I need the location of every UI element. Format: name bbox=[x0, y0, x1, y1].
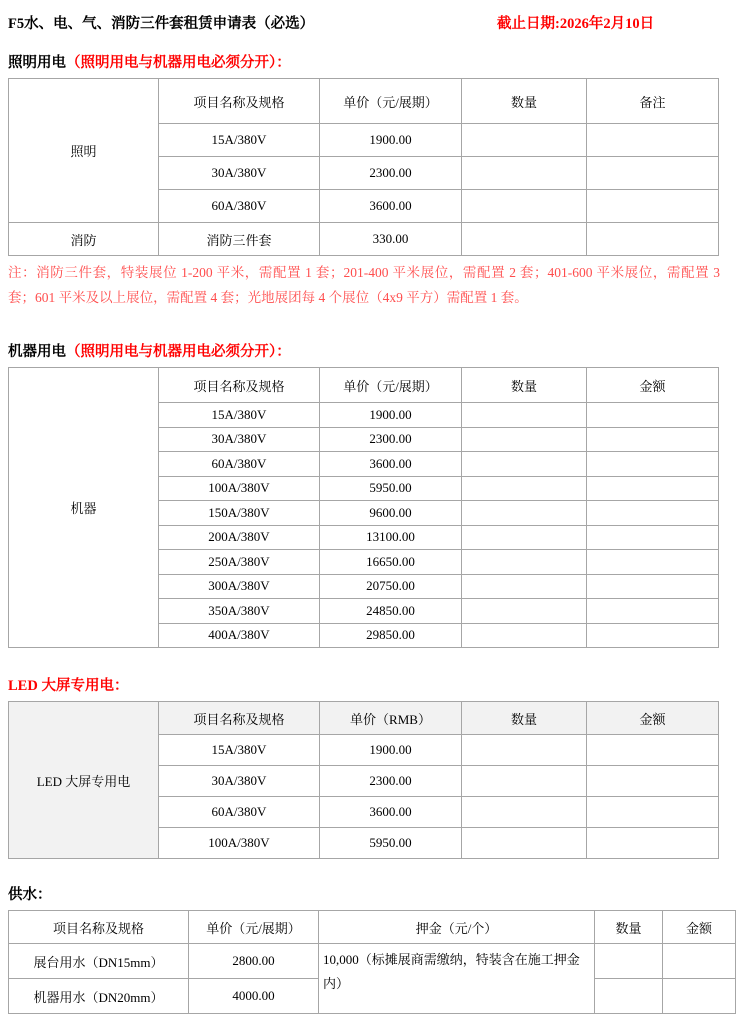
cell-price: 2300.00 bbox=[320, 157, 462, 190]
cell-spec: 60A/380V bbox=[159, 190, 320, 223]
cell-price: 5950.00 bbox=[320, 828, 462, 859]
led-group-label: LED 大屏专用电 bbox=[9, 702, 159, 859]
cell-qty-input[interactable] bbox=[462, 599, 587, 624]
title-row bbox=[0, 12, 742, 42]
cell-spec: 30A/380V bbox=[159, 157, 320, 190]
column-header-price: 单价（元/展期） bbox=[189, 911, 319, 944]
section-heading-machine-plain: 机器用电 bbox=[8, 344, 66, 360]
cell-qty-input[interactable] bbox=[462, 623, 587, 648]
cell-price: 1900.00 bbox=[320, 735, 462, 766]
cell-amount-input[interactable] bbox=[587, 766, 719, 797]
cell-remark-input[interactable] bbox=[587, 223, 719, 256]
cell-spec: 100A/380V bbox=[159, 476, 320, 501]
cell-price: 2800.00 bbox=[189, 944, 319, 979]
cell-price: 16650.00 bbox=[320, 550, 462, 575]
machine-table bbox=[8, 367, 719, 648]
column-header-price: 单价（RMB） bbox=[320, 702, 462, 735]
table-row-fire bbox=[9, 223, 719, 256]
deadline-label: 截止日期:2026年2月10日 bbox=[497, 16, 655, 32]
cell-price: 9600.00 bbox=[320, 501, 462, 526]
cell-spec: 机器用水（DN20mm） bbox=[9, 979, 189, 1014]
cell-price: 4000.00 bbox=[189, 979, 319, 1014]
table-header-row bbox=[9, 79, 719, 124]
cell-price: 5950.00 bbox=[320, 476, 462, 501]
cell-qty-input[interactable] bbox=[595, 979, 663, 1014]
cell-spec: 100A/380V bbox=[159, 828, 320, 859]
cell-spec: 消防三件套 bbox=[159, 223, 320, 256]
section-heading-led: LED 大屏专用电： bbox=[8, 678, 129, 694]
section-heading-lighting bbox=[8, 51, 742, 72]
column-header-remark: 备注 bbox=[587, 79, 719, 124]
column-header-price: 单价（元/展期） bbox=[320, 368, 462, 403]
cell-qty-input[interactable] bbox=[462, 157, 587, 190]
cell-spec: 60A/380V bbox=[159, 452, 320, 477]
cell-qty-input[interactable] bbox=[462, 190, 587, 223]
cell-amount-input[interactable] bbox=[587, 403, 719, 428]
cell-spec: 350A/380V bbox=[159, 599, 320, 624]
cell-amount-input[interactable] bbox=[587, 828, 719, 859]
column-header-deposit: 押金（元/个） bbox=[319, 911, 595, 944]
section-heading-lighting-plain: 照明用电 bbox=[8, 55, 66, 71]
document-page bbox=[0, 12, 742, 1036]
cell-spec: 300A/380V bbox=[159, 574, 320, 599]
cell-amount-input[interactable] bbox=[663, 944, 736, 979]
column-header-spec: 项目名称及规格 bbox=[159, 79, 320, 124]
cell-amount-input[interactable] bbox=[587, 550, 719, 575]
cell-qty-input[interactable] bbox=[462, 476, 587, 501]
cell-qty-input[interactable] bbox=[462, 525, 587, 550]
cell-price: 1900.00 bbox=[320, 124, 462, 157]
column-header-spec: 项目名称及规格 bbox=[159, 368, 320, 403]
column-header-price: 单价（元/展期） bbox=[320, 79, 462, 124]
lighting-group-label: 照明 bbox=[9, 79, 159, 223]
cell-price: 29850.00 bbox=[320, 623, 462, 648]
column-header-amount: 金额 bbox=[587, 368, 719, 403]
cell-spec: 150A/380V bbox=[159, 501, 320, 526]
cell-price: 3600.00 bbox=[320, 452, 462, 477]
table-header-row bbox=[9, 911, 736, 944]
table-row bbox=[9, 944, 736, 979]
lighting-table bbox=[8, 78, 719, 256]
cell-spec: 15A/380V bbox=[159, 735, 320, 766]
cell-amount-input[interactable] bbox=[587, 599, 719, 624]
cell-qty-input[interactable] bbox=[462, 403, 587, 428]
cell-amount-input[interactable] bbox=[587, 476, 719, 501]
cell-price: 2300.00 bbox=[320, 766, 462, 797]
cell-remark-input[interactable] bbox=[587, 124, 719, 157]
cell-amount-input[interactable] bbox=[587, 525, 719, 550]
cell-remark-input[interactable] bbox=[587, 157, 719, 190]
cell-qty-input[interactable] bbox=[462, 427, 587, 452]
cell-spec: 250A/380V bbox=[159, 550, 320, 575]
column-header-qty: 数量 bbox=[462, 368, 587, 403]
cell-remark-input[interactable] bbox=[587, 190, 719, 223]
cell-amount-input[interactable] bbox=[587, 623, 719, 648]
cell-amount-input[interactable] bbox=[587, 797, 719, 828]
section-heading-machine-accent: （照明用电与机器用电必须分开）： bbox=[66, 344, 291, 360]
cell-price: 1900.00 bbox=[320, 403, 462, 428]
cell-spec: 30A/380V bbox=[159, 427, 320, 452]
column-header-amount: 金额 bbox=[587, 702, 719, 735]
column-header-spec: 项目名称及规格 bbox=[9, 911, 189, 944]
cell-amount-input[interactable] bbox=[587, 735, 719, 766]
cell-qty-input[interactable] bbox=[462, 550, 587, 575]
cell-spec: 展台用水（DN15mm） bbox=[9, 944, 189, 979]
cell-amount-input[interactable] bbox=[663, 979, 736, 1014]
cell-spec: 60A/380V bbox=[159, 797, 320, 828]
machine-group-label: 机器 bbox=[9, 368, 159, 648]
table-header-row bbox=[9, 702, 719, 735]
cell-price: 13100.00 bbox=[320, 525, 462, 550]
cell-spec: 30A/380V bbox=[159, 766, 320, 797]
column-header-qty: 数量 bbox=[462, 79, 587, 124]
cell-spec: 400A/380V bbox=[159, 623, 320, 648]
cell-price: 20750.00 bbox=[320, 574, 462, 599]
section-heading-machine bbox=[8, 340, 742, 361]
cell-qty-input[interactable] bbox=[462, 797, 587, 828]
water-table bbox=[8, 910, 736, 1014]
section-heading-water: 供水： bbox=[8, 887, 52, 903]
cell-qty-input[interactable] bbox=[462, 828, 587, 859]
column-header-qty: 数量 bbox=[462, 702, 587, 735]
cell-spec: 200A/380V bbox=[159, 525, 320, 550]
led-table bbox=[8, 701, 719, 859]
cell-price: 2300.00 bbox=[320, 427, 462, 452]
cell-qty-input[interactable] bbox=[462, 735, 587, 766]
cell-qty-input[interactable] bbox=[462, 501, 587, 526]
cell-amount-input[interactable] bbox=[587, 452, 719, 477]
cell-price: 3600.00 bbox=[320, 797, 462, 828]
cell-deposit: 10,000（标摊展商需缴纳，特装含在施工押金内） bbox=[319, 944, 595, 1014]
cell-qty-input[interactable] bbox=[462, 574, 587, 599]
fire-group-label: 消防 bbox=[9, 223, 159, 256]
cell-amount-input[interactable] bbox=[587, 574, 719, 599]
lighting-note: 注：消防三件套，特装展位 1-200 平米，需配置 1 套；201-400 平米展位，需配置 2 套；401-600 平米展位，需配置 3 套；601 平米及以上展位，需配置 4 套；光地展团每 4 个展位（4x9 平方）需配置 1 套。 bbox=[8, 265, 720, 305]
cell-price: 330.00 bbox=[320, 223, 462, 256]
cell-spec: 15A/380V bbox=[159, 403, 320, 428]
column-header-spec: 项目名称及规格 bbox=[159, 702, 320, 735]
cell-amount-input[interactable] bbox=[587, 427, 719, 452]
cell-qty-input[interactable] bbox=[462, 124, 587, 157]
cell-price: 3600.00 bbox=[320, 190, 462, 223]
cell-qty-input[interactable] bbox=[462, 223, 587, 256]
cell-amount-input[interactable] bbox=[587, 501, 719, 526]
cell-qty-input[interactable] bbox=[462, 766, 587, 797]
page-title: F5水、电、气、消防三件套租赁申请表（必选） bbox=[8, 16, 315, 32]
table-header-row bbox=[9, 368, 719, 403]
column-header-qty: 数量 bbox=[595, 911, 663, 944]
column-header-amount: 金额 bbox=[663, 911, 736, 944]
section-heading-lighting-accent: （照明用电与机器用电必须分开）： bbox=[66, 55, 291, 71]
cell-qty-input[interactable] bbox=[462, 452, 587, 477]
cell-spec: 15A/380V bbox=[159, 124, 320, 157]
cell-qty-input[interactable] bbox=[595, 944, 663, 979]
cell-price: 24850.00 bbox=[320, 599, 462, 624]
